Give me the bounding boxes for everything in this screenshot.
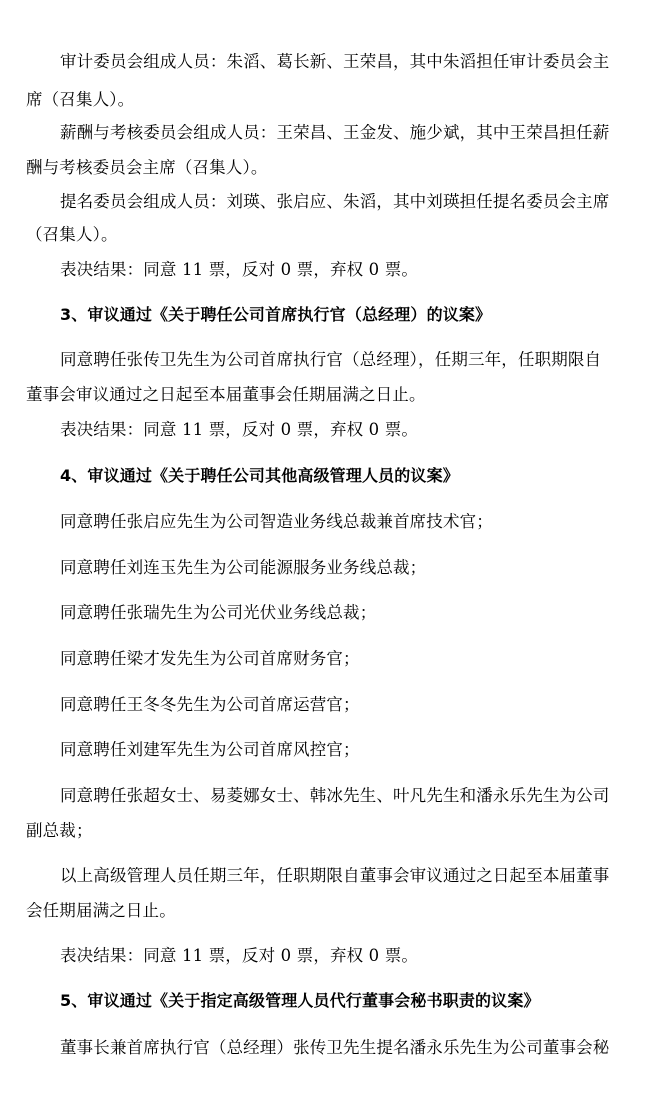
appointment-item-5: 同意聘任王冬冬先生为公司首席运营官； bbox=[60, 695, 360, 714]
paragraph-compensation-committee-line-1: 薪酬与考核委员会组成人员：王荣昌、王金发、施少斌，其中王荣昌担任薪 bbox=[60, 123, 610, 142]
section-heading-4: 4、审议通过《关于聘任公司其他高级管理人员的议案》 bbox=[60, 466, 459, 485]
appointment-item-1: 同意聘任张启应先生为公司智造业务线总裁兼首席技术官； bbox=[60, 512, 493, 531]
paragraph-ceo-appointment-line-2: 董事会审议通过之日起至本届董事会任期届满之日止。 bbox=[26, 385, 426, 404]
paragraph-term-line-2: 会任期届满之日止。 bbox=[26, 901, 176, 920]
appointment-item-2: 同意聘任刘连玉先生为公司能源服务业务线总裁； bbox=[60, 558, 427, 577]
paragraph-nomination-committee-line-2: （召集人）。 bbox=[26, 225, 118, 244]
paragraph-ceo-appointment-line-1: 同意聘任张传卫先生为公司首席执行官（总经理），任期三年，任职期限自 bbox=[60, 350, 602, 369]
vote-result-2: 表决结果：同意 11 票，反对 0 票，弃权 0 票。 bbox=[60, 420, 419, 439]
vote-result-1: 表决结果：同意 11 票，反对 0 票，弃权 0 票。 bbox=[60, 260, 419, 279]
section-heading-3: 3、审议通过《关于聘任公司首席执行官（总经理）的议案》 bbox=[60, 305, 492, 324]
paragraph-compensation-committee-line-2: 酬与考核委员会主席（召集人）。 bbox=[26, 158, 268, 177]
appointment-item-7-line-1: 同意聘任张超女士、易菱娜女士、韩冰先生、叶凡先生和潘永乐先生为公司 bbox=[60, 786, 610, 805]
appointment-item-7-line-2: 副总裁； bbox=[26, 821, 93, 840]
paragraph-audit-committee-line-2: 席（召集人）。 bbox=[26, 90, 135, 109]
paragraph-audit-committee-line-1: 审计委员会组成人员：朱滔、葛长新、王荣昌，其中朱滔担任审计委员会主 bbox=[60, 52, 610, 71]
paragraph-nomination-committee-line-1: 提名委员会组成人员：刘瑛、张启应、朱滔，其中刘瑛担任提名委员会主席 bbox=[60, 192, 610, 211]
appointment-item-3: 同意聘任张瑞先生为公司光伏业务线总裁； bbox=[60, 603, 377, 622]
paragraph-secretary-line-1: 董事长兼首席执行官（总经理）张传卫先生提名潘永乐先生为公司董事会秘 bbox=[60, 1038, 610, 1057]
section-heading-5: 5、审议通过《关于指定高级管理人员代行董事会秘书职责的议案》 bbox=[60, 991, 540, 1010]
paragraph-term-line-1: 以上高级管理人员任期三年，任职期限自董事会审议通过之日起至本届董事 bbox=[60, 866, 610, 885]
vote-result-3: 表决结果：同意 11 票，反对 0 票，弃权 0 票。 bbox=[60, 946, 419, 965]
appointment-item-6: 同意聘任刘建军先生为公司首席风控官； bbox=[60, 740, 360, 759]
appointment-item-4: 同意聘任梁才发先生为公司首席财务官； bbox=[60, 649, 360, 668]
